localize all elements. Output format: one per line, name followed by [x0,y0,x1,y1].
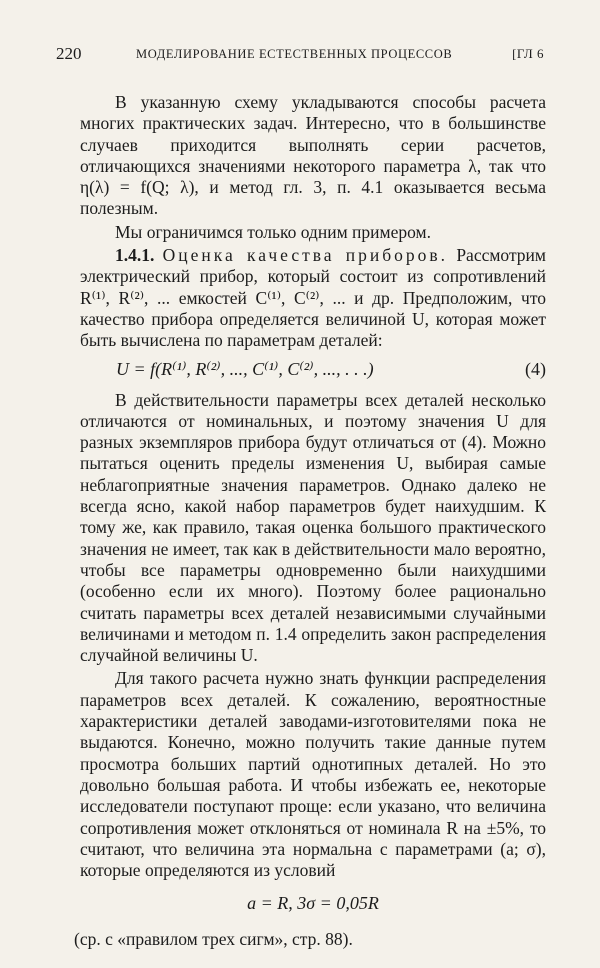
section-text: Рассмотрим электрический прибор, который состоит из сопротивлений R⁽¹⁾, R⁽²⁾, ... емкостей C⁽¹⁾, C⁽²⁾, ... и др. Предположим, что качество прибора определяется величиной U, которая может быть вычислена по параметрам деталей: [80,245,546,351]
section-heading: Оценка качества приборов. [162,245,449,266]
paragraph-intro: В указанную схему укладываются способы расчета многих практических задач. Интересно, что в большинстве случаев приходится выполнять серии расчетов, отличающихся значениями некоторого параметра λ, так что η(λ) = f(Q; λ), и метод гл. 3, п. 4.1 оказывается весьма полезным. [80,92,546,219]
running-title: МОДЕЛИРОВАНИЕ ЕСТЕСТВЕННЫХ ПРОЦЕССОВ [136,47,453,61]
section-number: 1.4.1. [115,245,155,266]
equation-4 [80,354,546,384]
section-1-4-1 [80,245,546,351]
paragraph-distribution: Для такого расчета нужно знать функции распределения параметров всех деталей. К сожалению, вероятностные характеристики деталей заводами-изготовителями пока не выдаются. Конечно, можно получить такие данные путем просмотра больших партий однотипных деталей. Но это довольно большая работа. И чтобы избежать ее, некоторые исследователи поступают проще: если указано, что величина сопротивления может отклоняться от номинала R на ±5%, то считают, что величина эта нормальна с параметрами (a; σ), которые определяются из условий [80,668,546,881]
paragraph-example: Мы ограничимся только одним примером. [115,221,431,242]
paragraph-reference: (ср. с «правилом трех сигм», стр. 88). [74,929,353,950]
equation-4-expression: U = f(R⁽¹⁾, R⁽²⁾, ..., C⁽¹⁾, C⁽²⁾, ..., . . .) [116,358,374,379]
chapter-label: [ГЛ 6 [512,46,544,61]
condition-formula: a = R, 3σ = 0,05R [247,893,379,914]
page-body [74,92,546,968]
equation-4-number: (4) [525,358,546,379]
page-number: 220 [56,44,82,63]
paragraph-reality: В действительности параметры всех деталей несколько отличаются от номинальных, и поэтому значения U для разных экземпляров прибора будут отличаться от (4). Можно пытаться оценить пределы изменения U, выбирая самые неблагоприятные значения параметров. Однако далеко не всегда ясно, какой набор параметров будет наихудшим. К тому же, как правило, такая оценка большого практического значения не имеет, так как в действительности мало вероятно, чтобы все параметры одновременно были наихудшими (особенно если их много). Поэтому более рационально считать параметры всех деталей независимыми случайными величинами и методом п. 1.4 определить закон распределения случайной величины U. [80,389,546,666]
page-header [56,44,544,66]
